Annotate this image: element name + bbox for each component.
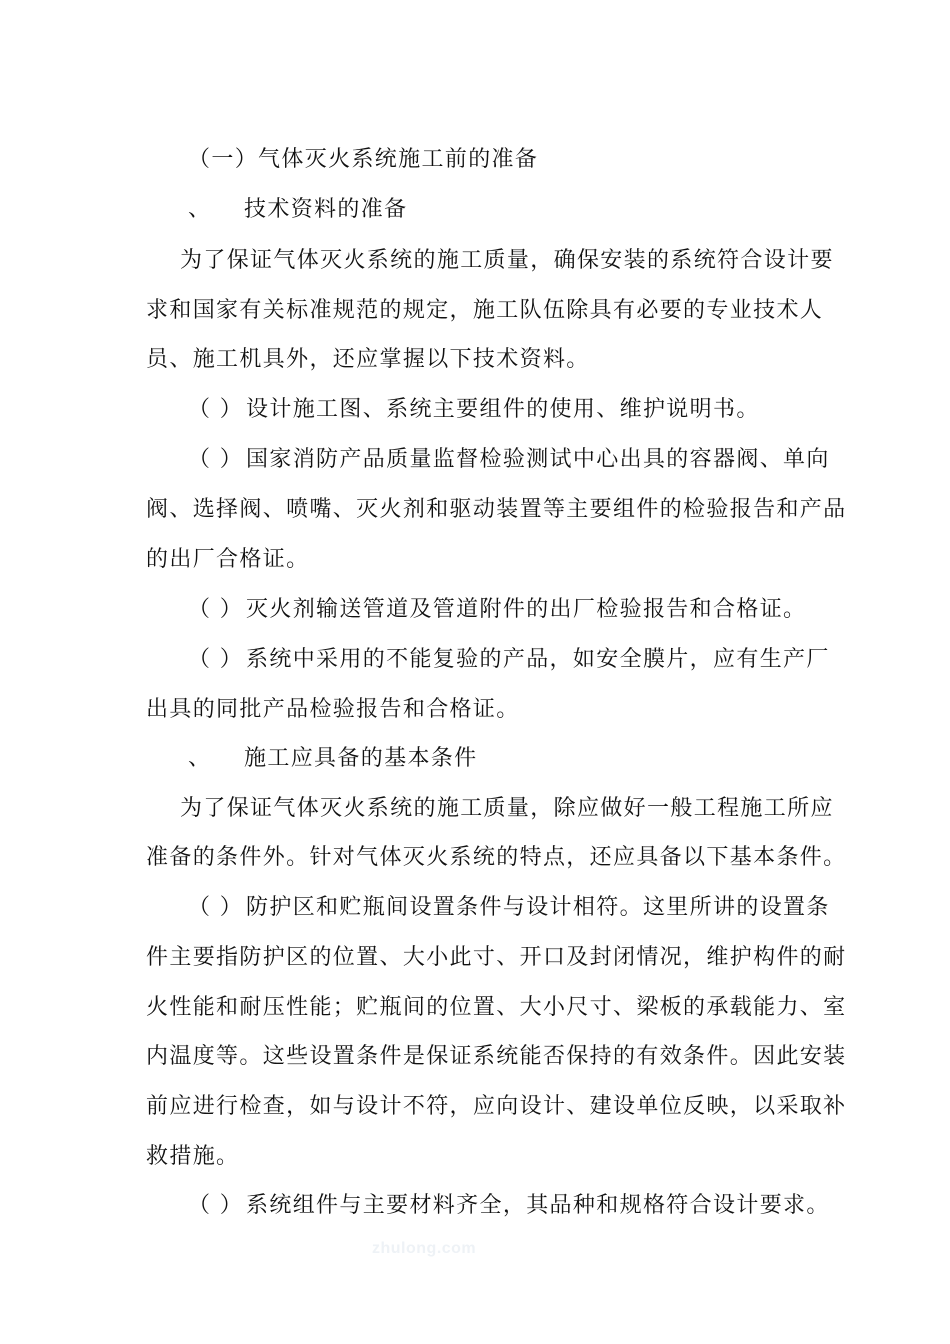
watermark: zhulong.com (372, 1240, 477, 1257)
item-marker: （ ） (188, 1193, 244, 1218)
paragraph-line: 为了保证气体灭火系统的施工质量，除应做好一般工程施工所应 (180, 796, 834, 821)
list-item: （ ） 防护区和贮瓶间设置条件与设计相符。这里所讲的设置条 (146, 888, 816, 928)
item-marker: （ ） (188, 597, 244, 622)
item-marker: （ ） (188, 895, 244, 920)
section-title: （一）气体灭火系统施工前的准备 (188, 147, 539, 172)
list-item: （ ） 灭火剂输送管道及管道附件的出厂检验报告和合格证。 (146, 590, 816, 630)
paragraph-line: 件主要指防护区的位置、大小此寸、开口及封闭情况，维护构件的耐 (146, 945, 847, 970)
list-item: （ ） 设计施工图、系统主要组件的使用、维护说明书。 (146, 390, 816, 430)
heading-technical-data (146, 190, 816, 230)
heading-basic-conditions (146, 739, 816, 779)
paragraph-line: 出具的同批产品检验报告和合格证。 (146, 697, 520, 722)
paragraph-line: 救措施。 (146, 1144, 240, 1169)
list-item: （ ） 国家消防产品质量监督检验测试中心出具的容器阀、单向 (146, 440, 816, 480)
paragraph-line: 求和国家有关标准规范的规定，施工队伍除具有必要的专业技术人 (146, 298, 824, 323)
item-marker: （ ） (188, 447, 244, 472)
paragraph-line: 准备的条件外。针对气体灭火系统的特点，还应具备以下基本条件。 (146, 845, 847, 870)
list-item: （ ） 系统中采用的不能复验的产品，如安全膜片，应有生产厂 (146, 640, 816, 680)
heading-text: 施工应具备的基本条件 (244, 746, 478, 771)
heading-marker: 、 (188, 197, 212, 222)
paragraph-line: 阀、选择阀、喷嘴、灭火剂和驱动装置等主要组件的检验报告和产品 (146, 497, 847, 522)
item-marker: （ ） (188, 397, 244, 422)
list-item: （ ） 系统组件与主要材料齐全，其品种和规格符合设计要求。 (146, 1186, 816, 1226)
item-marker: （ ） (188, 647, 244, 672)
heading-marker: 、 (188, 746, 212, 771)
paragraph-line: 的出厂合格证。 (146, 547, 310, 572)
paragraph-line: 内温度等。这些设置条件是保证系统能否保持的有效条件。因此安装 (146, 1044, 847, 1069)
paragraph-line: 火性能和耐压性能；贮瓶间的位置、大小尺寸、梁板的承载能力、室 (146, 995, 847, 1020)
heading-text: 技术资料的准备 (244, 197, 408, 222)
paragraph-line: 为了保证气体灭火系统的施工质量，确保安装的系统符合设计要 (180, 248, 834, 273)
paragraph-line: 员、施工机具外，还应掌握以下技术资料。 (146, 347, 590, 372)
paragraph-line: 前应进行检查，如与设计不符，应向设计、建设单位反映，以采取补 (146, 1094, 847, 1119)
